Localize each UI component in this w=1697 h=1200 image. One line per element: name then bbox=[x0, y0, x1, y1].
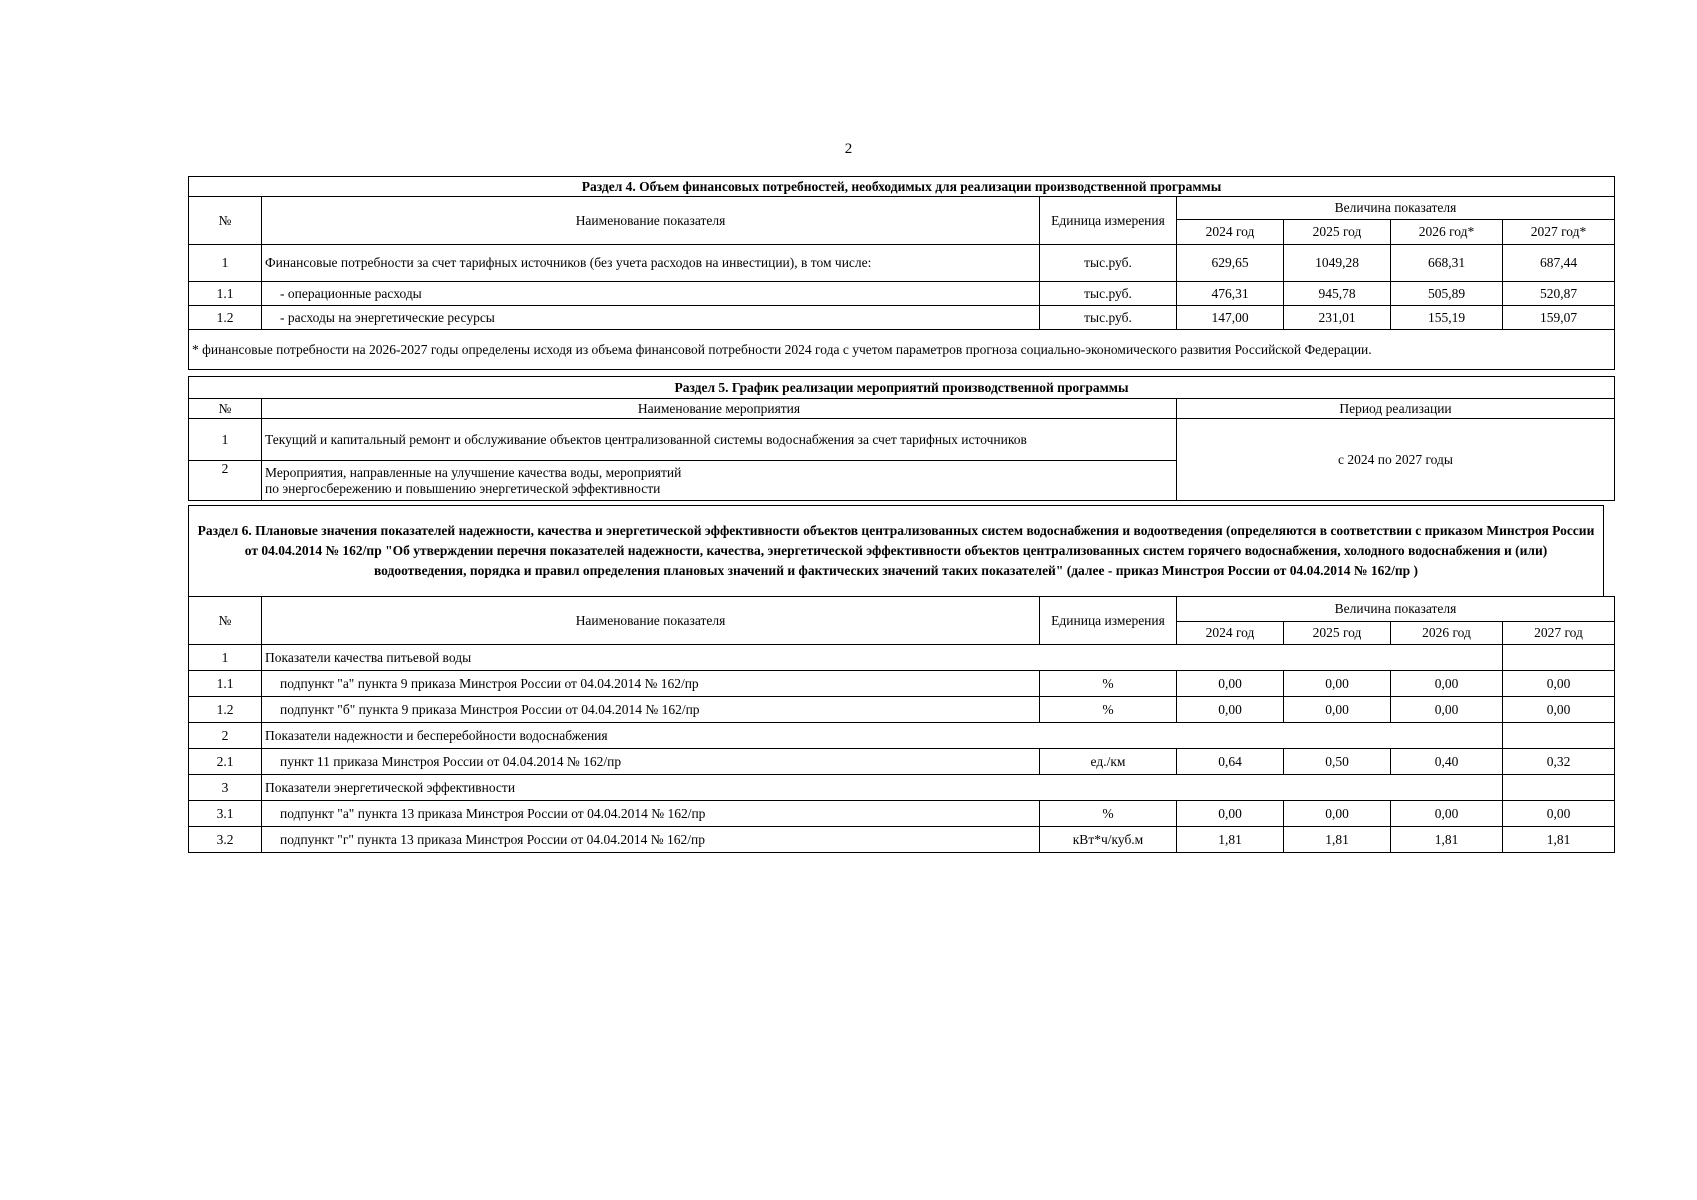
row-name: подпункт "б" пункта 9 приказа Минстроя России от 04.04.2014 № 162/пр bbox=[262, 697, 1040, 723]
section6-title-table bbox=[188, 505, 1604, 597]
row-value: 147,00 bbox=[1177, 306, 1284, 330]
row-value: 0,00 bbox=[1284, 801, 1391, 827]
year-header: 2027 год* bbox=[1503, 220, 1615, 245]
row-value: 476,31 bbox=[1177, 282, 1284, 306]
row-number: 2.1 bbox=[189, 749, 262, 775]
row-value: 0,00 bbox=[1503, 697, 1615, 723]
year-header: 2026 год* bbox=[1391, 220, 1503, 245]
col-name-header: Наименование показателя bbox=[262, 597, 1040, 645]
period-cell: с 2024 по 2027 годы bbox=[1177, 419, 1615, 501]
row-unit: тыс.руб. bbox=[1040, 245, 1177, 282]
row-value: 0,00 bbox=[1177, 801, 1284, 827]
table-row bbox=[189, 827, 1615, 853]
row-unit: % bbox=[1040, 801, 1177, 827]
row-number: 2 bbox=[189, 723, 262, 749]
row-name: Финансовые потребности за счет тарифных источников (без учета расходов на инвестиции), в том числе: bbox=[262, 245, 1040, 282]
row-name bbox=[262, 461, 1177, 501]
row-number: 1.2 bbox=[189, 697, 262, 723]
year-header: 2026 год bbox=[1391, 622, 1503, 645]
year-header: 2025 год bbox=[1284, 622, 1391, 645]
row-number: 1 bbox=[189, 645, 262, 671]
row-number: 1.2 bbox=[189, 306, 262, 330]
col-no-header: № bbox=[189, 597, 262, 645]
section4-table bbox=[188, 176, 1615, 370]
empty-cell bbox=[1503, 723, 1615, 749]
year-header: 2025 год bbox=[1284, 220, 1391, 245]
row-name: подпункт "а" пункта 9 приказа Минстроя России от 04.04.2014 № 162/пр bbox=[262, 671, 1040, 697]
row-name: подпункт "г" пункта 13 приказа Минстроя России от 04.04.2014 № 162/пр bbox=[262, 827, 1040, 853]
table-row bbox=[189, 645, 1615, 671]
table-row bbox=[189, 306, 1615, 330]
row-value: 0,00 bbox=[1284, 671, 1391, 697]
table-row bbox=[189, 282, 1615, 306]
row-value: 159,07 bbox=[1503, 306, 1615, 330]
row-number: 1 bbox=[189, 419, 262, 461]
row-number: 1.1 bbox=[189, 282, 262, 306]
col-value-header: Величина показателя bbox=[1177, 197, 1615, 220]
table-row bbox=[189, 775, 1615, 801]
year-header: 2027 год bbox=[1503, 622, 1615, 645]
row-name: - расходы на энергетические ресурсы bbox=[262, 306, 1040, 330]
table-row bbox=[189, 801, 1615, 827]
row-group-name: Показатели надежности и бесперебойности водоснабжения bbox=[262, 723, 1503, 749]
empty-cell bbox=[1503, 775, 1615, 801]
row-value: 520,87 bbox=[1503, 282, 1615, 306]
row-value: 0,00 bbox=[1391, 671, 1503, 697]
row-number: 1 bbox=[189, 245, 262, 282]
year-header: 2024 год bbox=[1177, 622, 1284, 645]
row-number: 3 bbox=[189, 775, 262, 801]
row-value: 668,31 bbox=[1391, 245, 1503, 282]
table-row bbox=[189, 245, 1615, 282]
row-value: 629,65 bbox=[1177, 245, 1284, 282]
row-value: 945,78 bbox=[1284, 282, 1391, 306]
row-value: 1,81 bbox=[1177, 827, 1284, 853]
section4-footnote: * финансовые потребности на 2026-2027 годы определены исходя из объема финансовой потребности 2024 года с учетом параметров прогноза социально-экономического развития Российской Федерации. bbox=[189, 330, 1615, 370]
col-name-header: Наименование мероприятия bbox=[262, 399, 1177, 419]
row-number: 1.1 bbox=[189, 671, 262, 697]
page-number: 2 bbox=[844, 141, 853, 157]
row-unit: кВт*ч/куб.м bbox=[1040, 827, 1177, 853]
row-value: 0,32 bbox=[1503, 749, 1615, 775]
row-name: Текущий и капитальный ремонт и обслуживание объектов централизованной системы водоснабжения за счет тарифных источников bbox=[262, 419, 1177, 461]
row-value: 0,00 bbox=[1503, 671, 1615, 697]
section4-title: Раздел 4. Объем финансовых потребностей, необходимых для реализации производственной программы bbox=[189, 177, 1615, 197]
row-value: 0,50 bbox=[1284, 749, 1391, 775]
row-unit: тыс.руб. bbox=[1040, 282, 1177, 306]
col-unit-header: Единица измерения bbox=[1040, 597, 1177, 645]
row-number: 2 bbox=[189, 461, 262, 501]
row-value: 1,81 bbox=[1391, 827, 1503, 853]
row-value: 0,00 bbox=[1503, 801, 1615, 827]
col-value-header: Величина показателя bbox=[1177, 597, 1615, 622]
col-unit-header: Единица измерения bbox=[1040, 197, 1177, 245]
table-row bbox=[189, 723, 1615, 749]
row-value: 0,00 bbox=[1177, 697, 1284, 723]
row-value: 0,00 bbox=[1177, 671, 1284, 697]
col-no-header: № bbox=[189, 197, 262, 245]
row-group-name: Показатели энергетической эффективности bbox=[262, 775, 1503, 801]
row-value: 0,00 bbox=[1391, 697, 1503, 723]
row-group-name: Показатели качества питьевой воды bbox=[262, 645, 1503, 671]
row-unit: ед./км bbox=[1040, 749, 1177, 775]
row-value: 0,64 bbox=[1177, 749, 1284, 775]
row-value: 0,40 bbox=[1391, 749, 1503, 775]
row-name: подпункт "а" пункта 13 приказа Минстроя России от 04.04.2014 № 162/пр bbox=[262, 801, 1040, 827]
row-value: 1,81 bbox=[1284, 827, 1391, 853]
row-value: 1,81 bbox=[1503, 827, 1615, 853]
col-period-header: Период реализации bbox=[1177, 399, 1615, 419]
section5-title: Раздел 5. График реализации мероприятий производственной программы bbox=[189, 377, 1615, 399]
row-unit: % bbox=[1040, 697, 1177, 723]
section6-title: Раздел 6. Плановые значения показателей надежности, качества и энергетической эффективности объектов централизованных систем водоснабжения и водоотведения (определяются в соответствии с приказом Минстроя России от 04.04.2014 № 162/пр "Об утверждении перечня показателей надежности, качества, энергетической эффективности объектов централизованных систем горячего водоснабжения, холодного водоснабжения и (или) водоотведения, порядка и правил определения плановых значений и фактических значений таких показателей" (далее - приказ Минстроя России от 04.04.2014 № 162/пр ) bbox=[189, 506, 1604, 597]
row-unit: % bbox=[1040, 671, 1177, 697]
row-value: 687,44 bbox=[1503, 245, 1615, 282]
section5-table bbox=[188, 376, 1615, 501]
row-number: 3.1 bbox=[189, 801, 262, 827]
row-name: пункт 11 приказа Минстроя России от 04.04.2014 № 162/пр bbox=[262, 749, 1040, 775]
row-name-line: по энергосбережению и повышению энергетической эффективности bbox=[265, 480, 661, 496]
row-value: 155,19 bbox=[1391, 306, 1503, 330]
empty-cell bbox=[1503, 645, 1615, 671]
table-row bbox=[189, 749, 1615, 775]
row-value: 505,89 bbox=[1391, 282, 1503, 306]
row-number: 3.2 bbox=[189, 827, 262, 853]
table-row bbox=[189, 697, 1615, 723]
row-unit: тыс.руб. bbox=[1040, 306, 1177, 330]
row-value: 0,00 bbox=[1284, 697, 1391, 723]
col-name-header: Наименование показателя bbox=[262, 197, 1040, 245]
col-no-header: № bbox=[189, 399, 262, 419]
row-name-line: Мероприятия, направленные на улучшение качества воды, мероприятий bbox=[265, 464, 682, 480]
year-header: 2024 год bbox=[1177, 220, 1284, 245]
table-row bbox=[189, 419, 1615, 461]
row-value: 0,00 bbox=[1391, 801, 1503, 827]
row-name: - операционные расходы bbox=[262, 282, 1040, 306]
row-value: 1049,28 bbox=[1284, 245, 1391, 282]
table-row bbox=[189, 671, 1615, 697]
row-value: 231,01 bbox=[1284, 306, 1391, 330]
section6-table bbox=[188, 596, 1615, 853]
